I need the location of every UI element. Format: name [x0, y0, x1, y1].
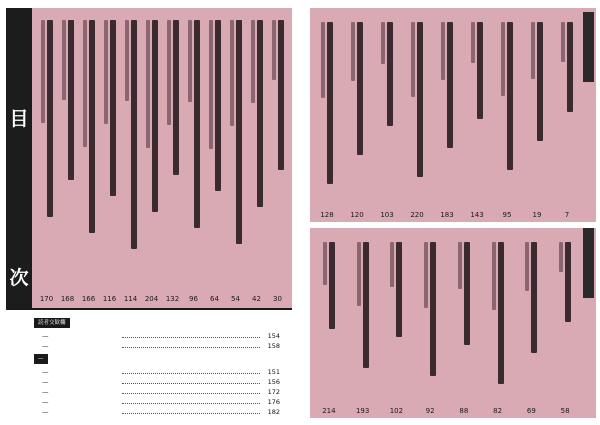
- left-toc-entry: [246, 8, 267, 306]
- right-top-toc-entry: [312, 8, 342, 222]
- right-top-toc-page-number: 7: [564, 211, 570, 219]
- right-top-toc-title: [552, 8, 582, 208]
- footer-row: [42, 378, 286, 387]
- footer-section-1-label: 読者交歓欄: [34, 318, 70, 328]
- footer-row-label: —: [42, 398, 49, 406]
- left-toc-entry: [120, 8, 141, 306]
- right-bottom-toc-entry: [346, 228, 380, 418]
- left-toc-title: [204, 8, 225, 292]
- footer-row-page-number: 172: [267, 388, 280, 396]
- footer-row-leader: [122, 347, 260, 348]
- footer-row-label: —: [42, 388, 49, 396]
- left-toc-entry: [57, 8, 78, 306]
- footer-row-leader: [122, 403, 260, 404]
- footer-row-label: —: [42, 332, 49, 340]
- right-top-toc-page-number: 183: [440, 211, 454, 219]
- left-toc-entry: [99, 8, 120, 306]
- left-toc-entry: [36, 8, 57, 306]
- right-top-toc-page-number: 95: [502, 211, 512, 219]
- left-toc-page-number: 116: [102, 295, 117, 303]
- footer-row-label: —: [42, 408, 49, 416]
- left-toc-title: [246, 8, 267, 292]
- footer-row-leader: [122, 383, 260, 384]
- right-top-toc-title: [312, 8, 342, 208]
- left-toc-entry: [225, 8, 246, 306]
- right-top-toc-page-number: 103: [380, 211, 394, 219]
- footer-row: [42, 332, 286, 341]
- right-bottom-toc-entry: [447, 228, 481, 418]
- left-toc-title: [36, 8, 57, 292]
- left-toc-title: [162, 8, 183, 292]
- right-top-toc-title: [522, 8, 552, 208]
- left-toc-title: [225, 8, 246, 292]
- right-bottom-toc-title: [548, 228, 582, 404]
- right-bottom-toc-title: [413, 228, 447, 404]
- right-top-toc-entry: [492, 8, 522, 222]
- right-top-toc-title: [432, 8, 462, 208]
- right-top-toc-entry: [522, 8, 552, 222]
- left-toc-entry: [267, 8, 288, 306]
- left-toc-title: [57, 8, 78, 292]
- right-top-toc-page-number: 143: [470, 211, 484, 219]
- footer-row-page-number: 151: [267, 368, 280, 376]
- right-bottom-toc-entry: [312, 228, 346, 418]
- left-toc-entry: [183, 8, 204, 306]
- left-page: [6, 8, 292, 418]
- left-toc-page-number: 96: [189, 295, 198, 303]
- footer-row: [42, 368, 286, 377]
- left-toc-entry: [141, 8, 162, 306]
- footer-section-2-label: —: [34, 354, 48, 364]
- right-top-toc-title: [372, 8, 402, 208]
- right-bottom-toc-entry: [380, 228, 414, 418]
- right-top-toc-entry: [462, 8, 492, 222]
- right-bottom-section-label: [583, 228, 594, 298]
- left-toc-page-number: 42: [252, 295, 261, 303]
- right-bottom-toc-title: [515, 228, 549, 404]
- footer-row-label: —: [42, 342, 49, 350]
- footer-row: [42, 342, 286, 351]
- left-toc-page-number: 64: [210, 295, 219, 303]
- footer-row-page-number: 176: [267, 398, 280, 406]
- right-bottom-toc-entry: [413, 228, 447, 418]
- right-bottom-toc: [310, 228, 596, 418]
- footer-row-label: —: [42, 368, 49, 376]
- footer-row: [42, 408, 286, 417]
- footer-row-leader: [122, 413, 260, 414]
- right-bottom-toc-entry: [481, 228, 515, 418]
- footer-row-page-number: 182: [267, 408, 280, 416]
- footer-row-leader: [122, 373, 260, 374]
- right-bottom-toc-title: [346, 228, 380, 404]
- right-bottom-toc-page-number: 193: [355, 407, 370, 415]
- left-toc-page-number: 166: [81, 295, 96, 303]
- footer-row-leader: [122, 393, 260, 394]
- right-top-toc: [310, 8, 596, 222]
- left-toc-page-number: 204: [144, 295, 159, 303]
- right-top-toc-entry: [402, 8, 432, 222]
- right-bottom-toc-page-number: 102: [389, 407, 404, 415]
- right-top-toc-title: [402, 8, 432, 208]
- right-top-toc-entry: [432, 8, 462, 222]
- right-top-toc-entry: [552, 8, 582, 222]
- footer-row-page-number: 156: [267, 378, 280, 386]
- footer-row-label: —: [42, 378, 49, 386]
- footer-row-leader: [122, 337, 260, 338]
- left-toc-title: [78, 8, 99, 292]
- right-bottom-toc-entry: [548, 228, 582, 418]
- left-toc-title: [267, 8, 288, 292]
- right-page: [310, 8, 596, 418]
- left-toc-entry: [78, 8, 99, 306]
- right-bottom-toc-title: [447, 228, 481, 404]
- right-top-toc-entry: [342, 8, 372, 222]
- left-toc-page-number: 170: [39, 295, 54, 303]
- left-toc-page-number: 114: [123, 295, 138, 303]
- right-top-toc-page-number: 19: [532, 211, 542, 219]
- right-bottom-toc-page-number: 92: [425, 407, 435, 415]
- right-bottom-toc-page-number: 88: [459, 407, 469, 415]
- right-bottom-toc-title: [380, 228, 414, 404]
- left-toc-title: [183, 8, 204, 292]
- footer-row-page-number: 158: [267, 342, 280, 350]
- left-toc-page-number: 54: [231, 295, 240, 303]
- left-toc-title: [99, 8, 120, 292]
- footer-row: [42, 388, 286, 397]
- right-top-toc-entry: [372, 8, 402, 222]
- left-toc-title: [120, 8, 141, 292]
- right-bottom-toc-page-number: 69: [526, 407, 536, 415]
- left-toc-page-number: 30: [273, 295, 282, 303]
- left-footer: [6, 308, 292, 420]
- footer-row-page-number: 154: [267, 332, 280, 340]
- left-toc-page-number: 132: [165, 295, 180, 303]
- left-toc-entry: [204, 8, 225, 306]
- right-bottom-toc-page-number: 82: [493, 407, 503, 415]
- right-bottom-toc-page-number: 58: [560, 407, 570, 415]
- right-bottom-toc-page-number: 214: [322, 407, 336, 415]
- mokuji-char-bottom: 次: [9, 267, 29, 289]
- right-bottom-toc-title: [481, 228, 515, 404]
- footer-row: [42, 398, 286, 407]
- right-bottom-toc-title: [312, 228, 346, 404]
- left-toc-entry: [162, 8, 183, 306]
- left-toc-title: [141, 8, 162, 292]
- right-top-toc-page-number: 220: [410, 211, 424, 219]
- right-top-toc-title: [492, 8, 522, 208]
- right-top-toc-title: [462, 8, 492, 208]
- right-top-toc-title: [342, 8, 372, 208]
- right-bottom-toc-entry: [515, 228, 549, 418]
- right-top-section-label: [583, 12, 594, 82]
- left-toc: [34, 8, 292, 306]
- right-top-toc-page-number: 128: [320, 211, 334, 219]
- left-toc-page-number: 168: [60, 295, 75, 303]
- right-top-toc-page-number: 120: [350, 211, 364, 219]
- mokuji-char-top: 目: [9, 108, 29, 130]
